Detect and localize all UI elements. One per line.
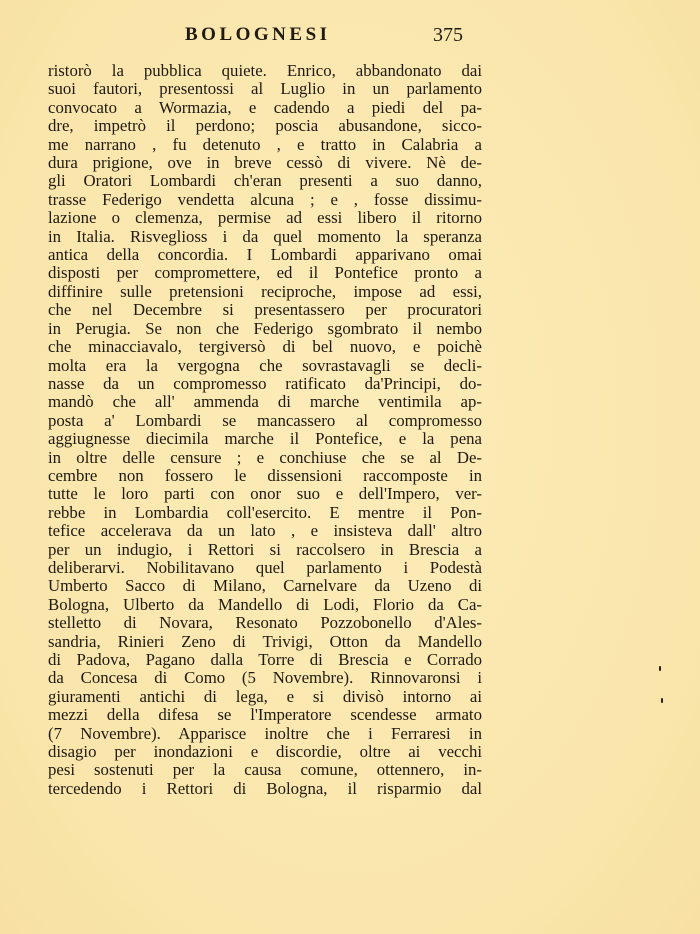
text-line-content: (7 Novembre). Apparisce inoltre che i Ferraresi in [48, 723, 482, 743]
text-line [48, 485, 482, 503]
text-line [48, 172, 482, 190]
text-line [48, 633, 482, 651]
text-line [48, 191, 482, 209]
text-line-content: che nel Decembre si presentassero per procuratori [48, 300, 482, 320]
text-line [48, 80, 482, 98]
text-line [48, 559, 482, 577]
text-line [48, 393, 482, 411]
text-line [48, 504, 482, 522]
page-number: 375 [433, 24, 463, 46]
text-line-content: stelletto di Novara, Resonato Pozzobonello d'Ales- [48, 613, 482, 633]
text-line-content: Bologna, Ulberto da Mandello di Lodi, Florio da Ca- [48, 594, 482, 614]
text-line-content: gli Oratori Lombardi ch'eran presenti a suo danno, [48, 171, 482, 191]
text-line [48, 522, 482, 540]
text-line-content: mandò che all' ammenda di marche ventimila ap- [48, 392, 482, 412]
margin-speck [659, 666, 661, 671]
text-line-content: dre, impetrò il perdono; poscia abusandone, sicco- [48, 116, 482, 136]
text-line-content: Umberto Sacco di Milano, Carnelvare da Uzeno di [48, 576, 482, 596]
text-line-content: posta a' Lombardi se mancassero al compromesso [48, 410, 482, 430]
text-line [48, 357, 482, 375]
text-line [48, 449, 482, 467]
text-line [48, 430, 482, 448]
text-line-content: deliberarvi. Nobilitavano quel parlamento i Podestà [48, 557, 482, 577]
text-line-content: molta era la vergogna che sovrastavagli se decli- [48, 355, 482, 375]
text-line-content: di Padova, Pagano dalla Torre di Brescia e Corrado [48, 650, 482, 669]
text-line-content: tercedendo i Rettori di Bologna, il risparmio dal [48, 778, 482, 798]
text-line [48, 228, 482, 246]
text-line [48, 154, 482, 172]
text-line [48, 761, 482, 779]
text-line-content: aggiugnesse diecimila marche il Pontefice, e la pena [48, 429, 482, 449]
text-line-content: cembre non fossero le dissensioni raccomposte in [48, 465, 482, 485]
text-line-content: tefice accelerava da un lato , e insisteva dall' altro [48, 521, 482, 541]
text-line-content: pesi sostenuti per la causa comune, ottennero, in- [48, 760, 482, 780]
text-line [48, 375, 482, 393]
text-line [48, 62, 482, 80]
text-line [48, 669, 482, 687]
text-line [48, 117, 482, 135]
text-line-content: convocato a Wormazia, e cadendo a piedi del pa- [48, 97, 482, 117]
margin-speck [661, 698, 663, 703]
text-line-content: dura prigione, ove in breve cessò di vivere. Nè de- [48, 153, 482, 173]
text-line [48, 209, 482, 227]
text-line-content: suoi fautori, presentossi al Luglio in un parlamento [48, 79, 482, 99]
text-line-content: nasse da un compromesso ratificato da'Principi, do- [48, 373, 482, 393]
text-line [48, 706, 482, 724]
text-line-content: in oltre delle censure ; e conchiuse che se al De- [48, 447, 482, 467]
text-line-content: da Concesa di Como (5 Novembre). Rinnovaronsi i [48, 668, 482, 688]
text-line-content: disagio per inondazioni e discordie, oltre ai vecchi [48, 742, 482, 762]
text-line [48, 651, 482, 669]
text-line [48, 780, 482, 798]
text-line-content: per un indugio, i Rettori si raccolsero in Brescia a [48, 539, 482, 559]
text-line [48, 596, 482, 614]
running-head: BOLOGNESI [185, 24, 331, 45]
text-line-content: trasse Federigo vendetta alcuna ; e , fosse dissimu- [48, 189, 482, 209]
text-line-content: diffinire sulle pretensioni reciproche, impose ad essi, [48, 281, 482, 301]
text-line [48, 577, 482, 595]
text-line [48, 320, 482, 338]
text-line-content: mezzi della difesa se l'Imperatore scendesse armato [48, 705, 482, 725]
text-line [48, 264, 482, 282]
text-line [48, 412, 482, 430]
body-text [48, 62, 482, 798]
text-line [48, 99, 482, 117]
text-line [48, 338, 482, 356]
text-line [48, 301, 482, 319]
text-line [48, 541, 482, 559]
text-line [48, 283, 482, 301]
text-line-content: che minacciavalo, tergiversò di bel nuovo, e poichè [48, 337, 482, 357]
text-line-content: in Perugia. Se non che Federigo sgombrato il nembo [48, 318, 482, 338]
text-line-content: giuramenti antichi di lega, e si divisò intorno ai [48, 686, 482, 706]
page-header [0, 24, 700, 48]
text-line-content: ristorò la pubblica quiete. Enrico, abbandonato dai [48, 61, 482, 80]
text-line [48, 743, 482, 761]
text-line-content: tutte le loro parti con onor suo e dell'Impero, ver- [48, 484, 482, 504]
text-line [48, 246, 482, 264]
text-line-content: sandria, Rinieri Zeno di Trivigi, Otton da Mandello [48, 631, 482, 651]
text-line [48, 614, 482, 632]
text-line-content: lazione o clemenza, permise ad essi libero il ritorno [48, 208, 482, 228]
text-line-content: me narrano , fu detenuto , e tratto in Calabria a [48, 134, 482, 154]
text-line [48, 725, 482, 743]
text-line [48, 136, 482, 154]
text-line-content: rebbe in Lombardia coll'esercito. E mentre il Pon- [48, 502, 482, 522]
text-line-content: disposti per compromettere, ed il Pontefice pronto a [48, 263, 482, 283]
text-line-content: in Italia. Risveglioss i da quel momento la speranza [48, 226, 482, 246]
text-line-content: antica della concordia. I Lombardi apparivano omai [48, 245, 482, 265]
text-line [48, 688, 482, 706]
text-line [48, 467, 482, 485]
